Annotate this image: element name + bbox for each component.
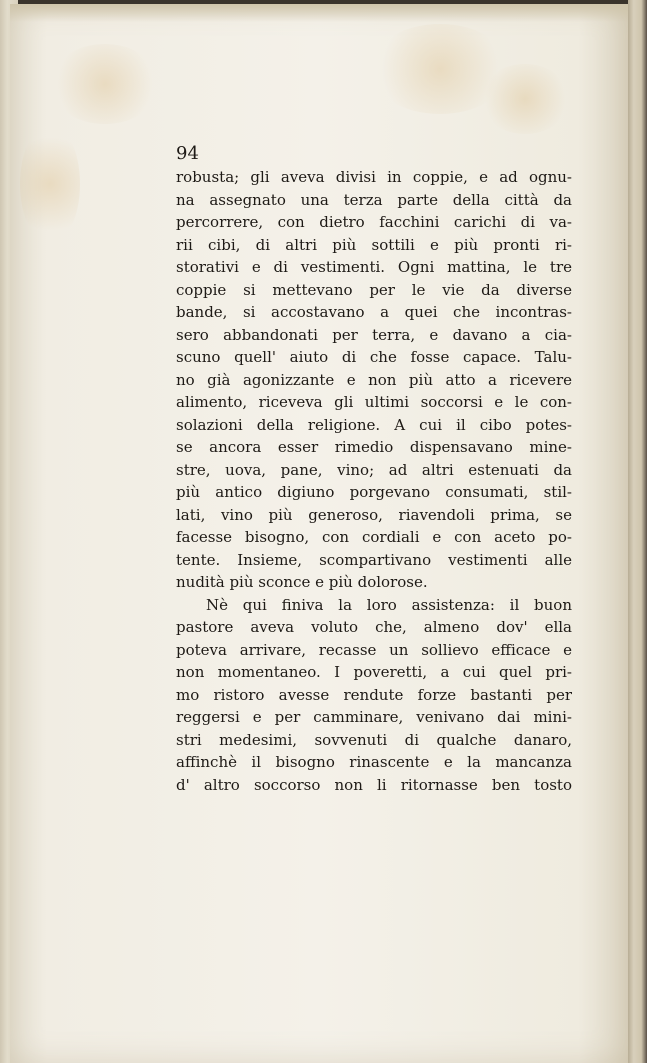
page-number: 94 [176,143,199,164]
text-line: scuno quell' aiuto di che fosse capace. Talu- [176,348,572,366]
text-line: tente. Insieme, scompartivano vestimenti alle [176,550,572,569]
text-line: storativi e di vestimenti. Ogni mattina, le tre [176,258,572,276]
text-line: facesse bisogno, con cordiali e con aceto po- [176,528,572,546]
text-line: coppie si mettevano per le vie da diverse [176,280,572,299]
text-line: se ancora esser rimedio dispensavano mine- [176,438,572,456]
foxing-stain [50,44,160,124]
text-line: non momentaneo. I poveretti, a cui quel pri- [176,663,572,681]
text-line: no già agonizzante e non più atto a ricevere [176,370,572,389]
text-line: stri medesimi, sovvenuti di qualche danaro, [176,730,572,749]
foxing-stain [20,124,80,244]
text-line: na assegnato una terza parte della città da [176,190,572,209]
text-line: alimento, riceveva gli ultimi soccorsi e le con- [176,393,572,411]
text-line: robusta; gli aveva divisi in coppie, e ad ognu- [176,168,572,186]
paragraph-2 [176,594,572,797]
text-line: Nè qui finiva la loro assistenza: il buon [206,595,572,614]
text-line: nudità più sconce e più dolorose. [176,573,428,591]
body-text [176,144,572,796]
foxing-stain [480,64,570,134]
text-line: rii cibi, di altri più sottili e più pronti ri- [176,235,572,254]
page-top-shading [10,4,628,22]
text-line: pastore aveva voluto che, almeno dov' ella [176,618,572,636]
text-line: reggersi e per camminare, venivano dai mini- [176,708,572,726]
text-line: mo ristoro avesse rendute forze bastanti per [176,685,572,704]
text-line: percorrere, con dietro facchini carichi di va- [176,213,572,231]
text-line: d' altro soccorso non li ritornasse ben tosto [176,775,572,794]
text-line: più antico digiuno porgevano consumati, stil- [176,483,572,501]
paragraph-1 [176,166,572,594]
text-line: solazioni della religione. A cui il cibo potes- [176,415,572,434]
page-stack-edge [628,0,647,1063]
text-line: affinchè il bisogno rinascente e la mancanza [176,753,572,771]
text-line: bande, si accostavano a quei che incontras- [176,303,572,321]
text-line: lati, vino più generoso, riavendoli prima, se [176,505,572,524]
text-line: sero abbandonati per terra, e davano a cia- [176,325,572,344]
text-line: stre, uova, pane, vino; ad altri estenuati da [176,460,572,479]
text-line: poteva arrivare, recasse un sollievo efficace e [176,640,572,659]
